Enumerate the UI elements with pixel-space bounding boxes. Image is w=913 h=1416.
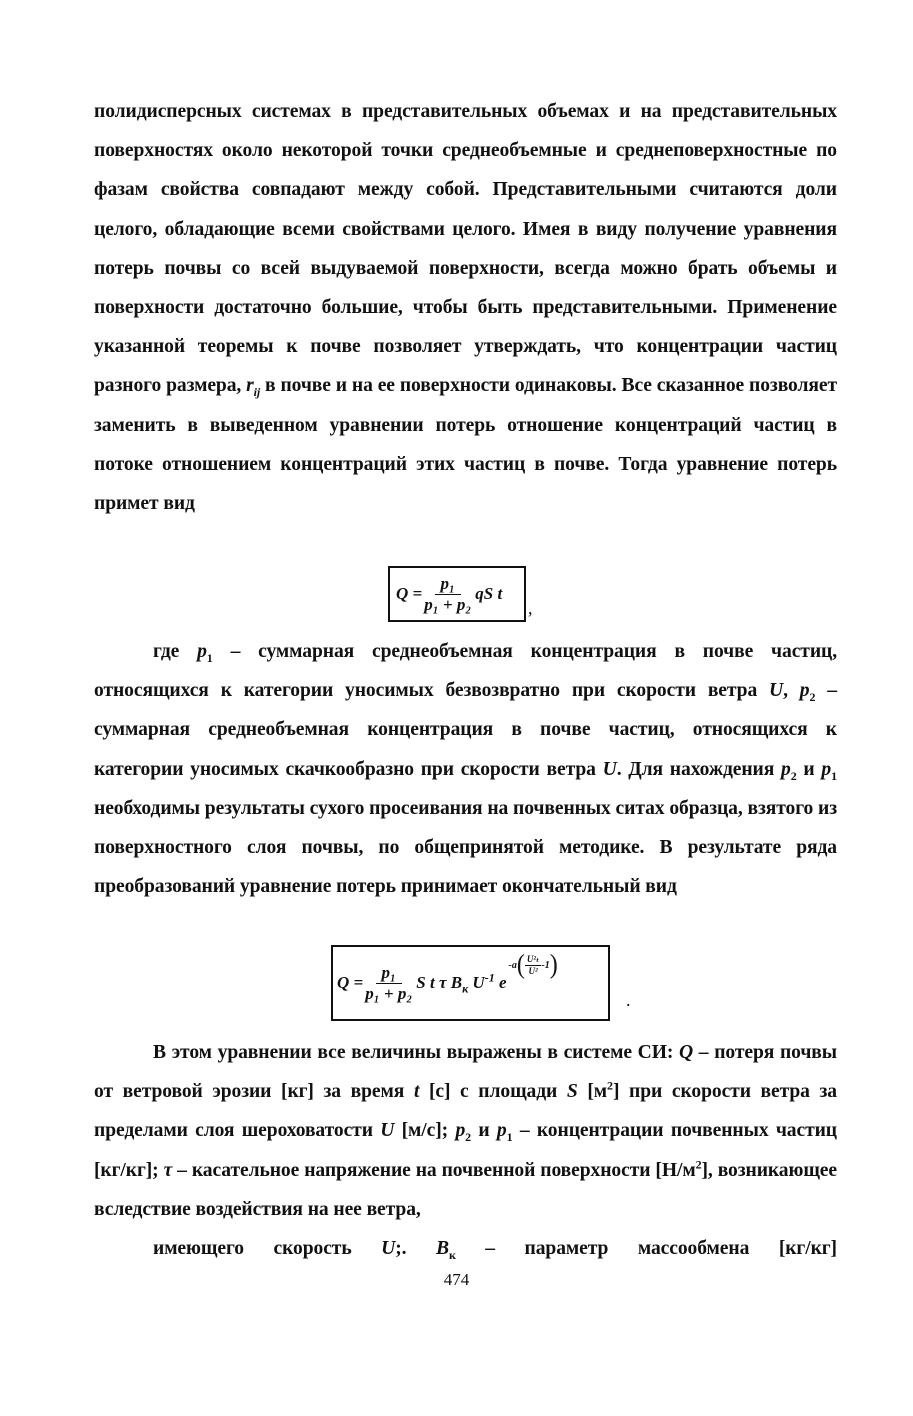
loss-equation-basic: Q = $\frac{\text{p₁}}{\text{p₁ + p₂}}$ qS t xyxy=(388,566,526,622)
paragraph-3: В этом уравнении все величины выражены в системе СИ: Q – потеря почвы от ветровой эрозии [кг] за время t [с] с площади S $[м^2]$ при скорости ветра за пределами слоя шероховатости U [м/с]; $p_2$ и $p_1$ – концентрации почвенных частиц [кг/кг]; τ – касательное напряжение на почвенной поверхности $[Н/м^2]$, возникающее вследствие воздействия на нее ветра, имеющего скорость U;. $B_к$ – параметр массообмена [кг/кг] xyxy=(94,1033,837,1268)
fraction: $\frac{\text{p₁}}{\text{p₁ + p₂}}$ xyxy=(424,573,472,614)
var-r-sub: ij xyxy=(253,385,261,400)
paragraph-3-last-line: имеющего скорость U;. $B_к$ – параметр массообмена [кг/кг] xyxy=(153,1238,837,1262)
loss-equation-final: Q = $\frac{\text{p₁}}{\text{p₁ + p₂}}$ S t τ $B_к$ $U^{-1}$ e -a ( U²ₜ U² -1 ) xyxy=(331,945,610,1021)
page-number: 474 xyxy=(443,1270,470,1289)
var-r: r xyxy=(246,375,254,397)
fraction: $\frac{\text{p₁}}{\text{p₁ + p₂}}$ xyxy=(365,962,413,1003)
formula1-comma: , xyxy=(528,598,533,618)
formula2-period: . xyxy=(626,990,631,1010)
paragraph-1: полидисперсных системах в представительных объемах и на представительных поверхностях около некоторой точки среднеобъемные и среднеповерхностные по фазам свойства совпадают между собой. Представительными считаются доли целого, обладающие всеми свойствами целого. Имея в виду получение уравнения потерь почвы со всей выдуваемой поверхности, всегда можно брать объемы и поверхности достаточно большие, чтобы быть представительными. Применение указанной теоремы к почве позволяет утверждать, что концентрации частиц разного размера, $r_{ij}$ в почве и на ее поверхности одинаковы. Все сказанное позволяет заменить в выведенном уравнении потерь отношение концентраций частиц в потоке отношением концентраций этих частиц в почве. Тогда уравнение потерь примет вид xyxy=(94,101,838,515)
exponent: -a ( U²ₜ U² -1 ) xyxy=(508,949,558,980)
paragraph-2: где $p_1$ – суммарная среднеобъемная концентрация в почве частиц, относящихся к категории уносимых безвозвратно при скорости ветра U, $p_2$ – суммарная среднеобъемная концентрация в почве частиц, относящихся к категории уносимых скачкообразно при скорости ветра U. Для нахождения $p_2$ и $p_1$ необходимы результаты сухого просеивания на почвенных ситах образца, взятого из поверхностного слоя почвы, по общепринятой методике. В результате ряда преобразований уравнение потерь принимает окончательный вид xyxy=(94,641,837,898)
